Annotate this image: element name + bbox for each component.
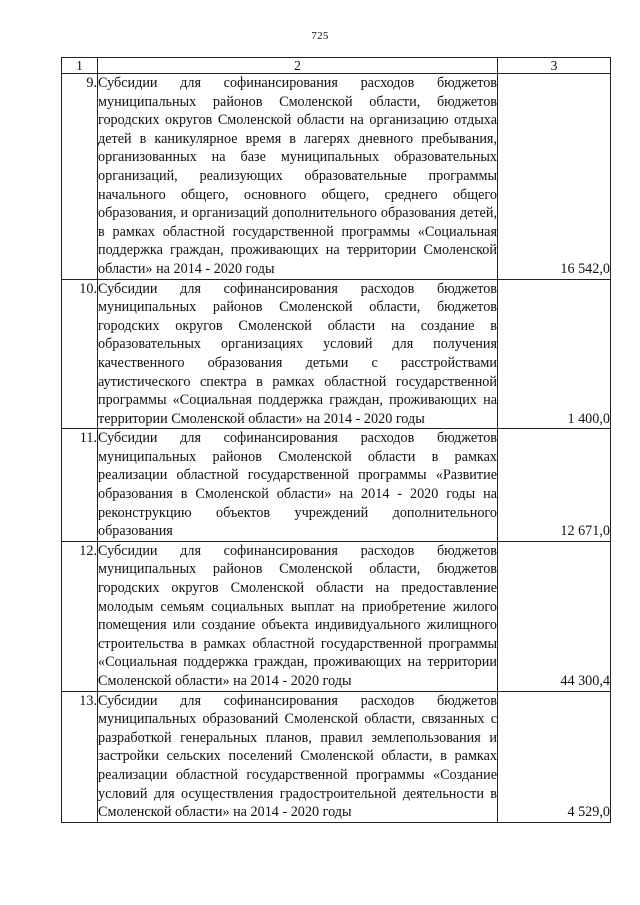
header-cell-1: 1 <box>62 58 98 74</box>
row-description: Субсидии для софинансирования расходов бюджетов муниципальных районов Смоленской области, бюджетов городских округов Смоленской области на создание в образовательных организациях условий для получения качественного образования детьми с расстройствами аутистического спектра в рамках областной государственной программы «Социальная поддержка граждан, проживающих на территории Смоленской области» на 2014 - 2020 годы <box>98 280 497 427</box>
table-row <box>62 691 611 822</box>
row-description: Субсидии для софинансирования расходов бюджетов муниципальных районов Смоленской области в рамках реализации областной государственной программы «Развитие образования в Смоленской области» на 2014 - 2020 годы на реконструкцию объектов учреждений дополнительного образования <box>98 430 497 540</box>
header-row <box>62 58 611 74</box>
row-description-cell <box>98 279 498 429</box>
row-number: 12. <box>62 541 98 691</box>
row-description: Субсидии для софинансирования расходов бюджетов муниципальных районов Смоленской области, бюджетов городских округов Смоленской области на организацию отдыха детей в каникулярное время в лагерях дневного пребывания, организованных на базе муниципальных образовательных организаций, реализующих образовательные программы начального общего, основного общего, среднего общего образования, и организаций дополнительного образования детей, в рамках областной государственной программы «Социальная поддержка граждан, проживающих на территории Смоленской области» на 2014 - 2020 годы <box>98 75 497 277</box>
table-row <box>62 429 611 542</box>
row-description: Субсидии для софинансирования расходов бюджетов муниципальных образований Смоленской области, связанных с разработкой генеральных планов, правил землепользования и застройки сельских поселений Смоленской области, в рамках реализации областной государственной программы «Создание условий для осуществления градостроительной деятельности в Смоленской области» на 2014 - 2020 годы <box>98 692 497 821</box>
table-row <box>62 74 611 280</box>
row-description-cell <box>98 541 498 691</box>
row-amount: 44 300,4 <box>498 541 611 691</box>
row-amount: 12 671,0 <box>498 429 611 542</box>
row-amount: 4 529,0 <box>498 691 611 822</box>
page-number: 725 <box>311 30 329 42</box>
header-cell-2: 2 <box>98 58 498 74</box>
row-number: 11. <box>62 429 98 542</box>
row-description-cell <box>98 74 498 280</box>
row-description: Субсидии для софинансирования расходов бюджетов муниципальных районов Смоленской области, бюджетов городских округов Смоленской области на предоставление молодым семьям социальных выплат на приобретение жилого помещения или создание объекта индивидуального жилищного строительства в рамках областной государственной программы «Социальная поддержка граждан, проживающих на территории Смоленской области» на 2014 - 2020 годы <box>98 542 497 689</box>
row-number: 13. <box>62 691 98 822</box>
row-number: 10. <box>62 279 98 429</box>
table-row <box>62 541 611 691</box>
table-row <box>62 279 611 429</box>
subsidies-table <box>61 57 611 823</box>
header-cell-3: 3 <box>498 58 611 74</box>
row-description-cell <box>98 429 498 542</box>
row-description-cell <box>98 691 498 822</box>
row-amount: 16 542,0 <box>498 74 611 280</box>
row-number: 9. <box>62 74 98 280</box>
row-amount: 1 400,0 <box>498 279 611 429</box>
